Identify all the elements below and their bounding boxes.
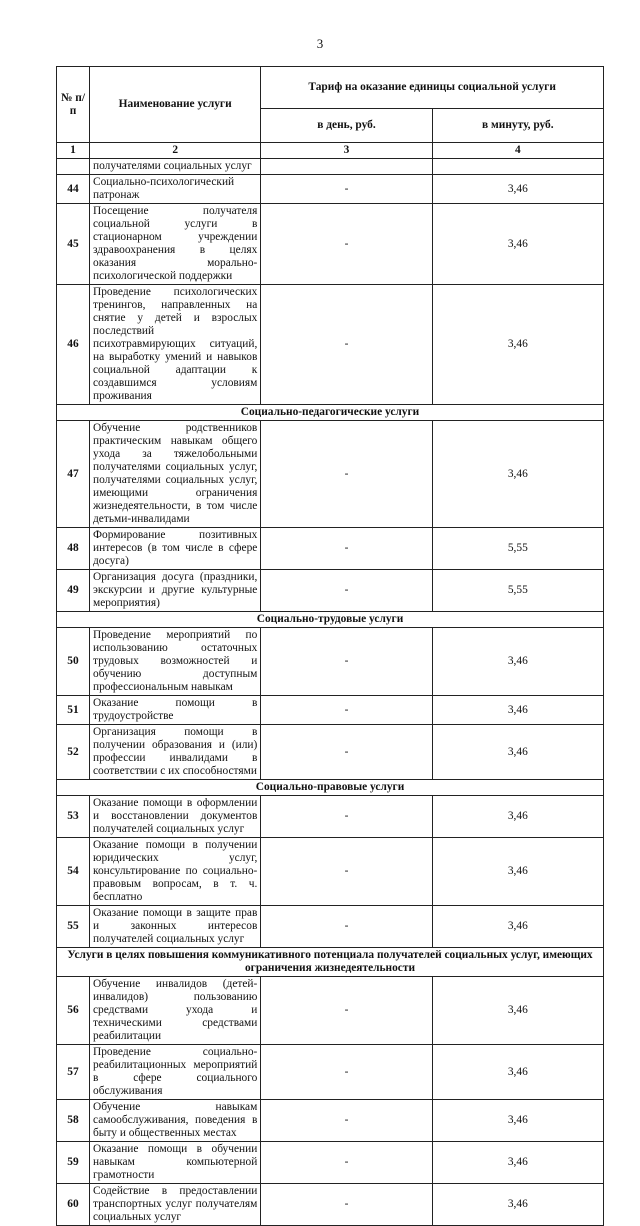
tariff-per-day: - — [261, 570, 432, 612]
column-number: 2 — [90, 143, 261, 159]
row-number: 45 — [57, 204, 90, 285]
row-number: 52 — [57, 725, 90, 780]
tariff-per-minute: 3,46 — [432, 977, 603, 1045]
row-number: 44 — [57, 175, 90, 204]
table-row — [57, 1045, 604, 1100]
table-row — [57, 906, 604, 948]
table-row — [57, 1142, 604, 1184]
tariff-per-day: - — [261, 1100, 432, 1142]
tariff-per-day: - — [261, 1184, 432, 1226]
row-number: 60 — [57, 1184, 90, 1226]
row-number: 51 — [57, 696, 90, 725]
column-number: 4 — [432, 143, 603, 159]
row-number: 46 — [57, 285, 90, 405]
service-name: Проведение психологических тренингов, направленных на снятие у детей и взрослых последствий психотравмирующих ситуаций, на выработку умений и навыков социальной адаптации к создавшимся условиям проживания — [90, 285, 261, 405]
table-row — [57, 159, 604, 175]
service-name: Проведение социально-реабилитационных мероприятий в сфере социального обслуживания — [90, 1045, 261, 1100]
table-row — [57, 528, 604, 570]
tariff-per-day: - — [261, 285, 432, 405]
row-number: 53 — [57, 796, 90, 838]
tariff-per-day: - — [261, 528, 432, 570]
table-row — [57, 796, 604, 838]
table-row — [57, 570, 604, 612]
table-row — [57, 977, 604, 1045]
row-number: 58 — [57, 1100, 90, 1142]
service-name: Обучение инвалидов (детей-инвалидов) пользованию средствами ухода и техническими средствами реабилитации — [90, 977, 261, 1045]
service-name: Посещение получателя социальной услуги в стационарном учреждении здравоохранения в целях оказания морально-психологической поддержки — [90, 204, 261, 285]
tariff-per-minute: 5,55 — [432, 528, 603, 570]
service-name: Социально-психологический патронаж — [90, 175, 261, 204]
section-heading: Услуги в целях повышения коммуникативного потенциала получателей социальных услуг, имеющих ограничения жизнедеятельности — [57, 948, 604, 977]
row-number: 48 — [57, 528, 90, 570]
row-number: 47 — [57, 421, 90, 528]
tariff-per-minute: 3,46 — [432, 1045, 603, 1100]
table-row — [57, 285, 604, 405]
service-name: Оказание помощи в получении юридических услуг, консультирование по социально-правовым вопросам, в т. ч. бесплатно — [90, 838, 261, 906]
service-name: Оказание помощи в защите прав и законных интересов получателей социальных услуг — [90, 906, 261, 948]
table-header-row — [57, 67, 604, 109]
row-number: 55 — [57, 906, 90, 948]
header-per-minute: в минуту, руб. — [432, 109, 603, 143]
service-name: Организация помощи в получении образования и (или) профессии инвалидами в соответствии с их способностями — [90, 725, 261, 780]
column-number: 3 — [261, 143, 432, 159]
tariff-per-day: - — [261, 204, 432, 285]
tariff-per-minute: 3,46 — [432, 204, 603, 285]
tariff-per-minute: 3,46 — [432, 696, 603, 725]
section-heading-row — [57, 612, 604, 628]
section-heading: Социально-правовые услуги — [57, 780, 604, 796]
header-service-name: Наименование услуги — [90, 67, 261, 143]
tariff-per-minute: 3,46 — [432, 1184, 603, 1226]
tariff-per-day: - — [261, 421, 432, 528]
section-heading: Социально-трудовые услуги — [57, 612, 604, 628]
table-row — [57, 421, 604, 528]
header-tariff: Тариф на оказание единицы социальной услуги — [261, 67, 604, 109]
table-row — [57, 725, 604, 780]
tariff-per-day: - — [261, 696, 432, 725]
section-heading-row — [57, 948, 604, 977]
tariff-per-day: - — [261, 1142, 432, 1184]
tariff-per-minute: 3,46 — [432, 175, 603, 204]
table-row — [57, 1100, 604, 1142]
service-name: Оказание помощи в оформлении и восстановлении документов получателей социальных услуг — [90, 796, 261, 838]
service-name: Организация досуга (праздники, экскурсии и другие культурные мероприятия) — [90, 570, 261, 612]
tariff-per-minute: 3,46 — [432, 1142, 603, 1184]
tariff-per-day: - — [261, 906, 432, 948]
service-name: Проведение мероприятий по использованию остаточных трудовых возможностей и обучению доступным профессиональным навыкам — [90, 628, 261, 696]
table-row — [57, 696, 604, 725]
tariff-per-minute: 3,46 — [432, 725, 603, 780]
tariff-per-minute: 3,46 — [432, 628, 603, 696]
row-number: 57 — [57, 1045, 90, 1100]
column-number: 1 — [57, 143, 90, 159]
row-number: 50 — [57, 628, 90, 696]
tariff-per-minute: 3,46 — [432, 906, 603, 948]
tariff-per-day: - — [261, 838, 432, 906]
column-number-row — [57, 143, 604, 159]
row-number — [57, 159, 90, 175]
tariff-per-minute: 3,46 — [432, 421, 603, 528]
service-name: Содействие в предоставлении транспортных услуг получателям социальных услуг — [90, 1184, 261, 1226]
tariff-table — [56, 66, 604, 1226]
service-name: Обучение родственников практическим навыкам общего ухода за тяжелобольными получателями социальных услуг, получателями социальных услуг, имеющими ограничения жизнедеятельности, в том числе детьми-инвалидами — [90, 421, 261, 528]
tariff-per-day: - — [261, 1045, 432, 1100]
tariff-per-day: - — [261, 175, 432, 204]
service-name: Обучение навыкам самообслуживания, поведения в быту и общественных местах — [90, 1100, 261, 1142]
tariff-per-minute: 3,46 — [432, 285, 603, 405]
tariff-per-minute: 3,46 — [432, 796, 603, 838]
tariff-per-day: - — [261, 725, 432, 780]
page-number: 3 — [316, 36, 324, 51]
tariff-per-minute: 3,46 — [432, 838, 603, 906]
service-name: Формирование позитивных интересов (в том числе в сфере досуга) — [90, 528, 261, 570]
table-row — [57, 838, 604, 906]
header-num: № п/п — [57, 67, 90, 143]
row-number: 56 — [57, 977, 90, 1045]
tariff-per-minute — [432, 159, 603, 175]
table-row — [57, 628, 604, 696]
table-row — [57, 204, 604, 285]
tariff-per-day: - — [261, 796, 432, 838]
service-name: Оказание помощи в трудоустройстве — [90, 696, 261, 725]
row-number: 54 — [57, 838, 90, 906]
section-heading: Социально-педагогические услуги — [57, 405, 604, 421]
section-heading-row — [57, 405, 604, 421]
table-row — [57, 1184, 604, 1226]
service-name: Оказание помощи в обучении навыкам компьютерной грамотности — [90, 1142, 261, 1184]
tariff-per-minute: 5,55 — [432, 570, 603, 612]
tariff-per-minute: 3,46 — [432, 1100, 603, 1142]
row-number: 49 — [57, 570, 90, 612]
table-row — [57, 175, 604, 204]
header-per-day: в день, руб. — [261, 109, 432, 143]
tariff-per-day: - — [261, 977, 432, 1045]
row-number: 59 — [57, 1142, 90, 1184]
tariff-per-day — [261, 159, 432, 175]
service-name: получателями социальных услуг — [90, 159, 261, 175]
tariff-per-day: - — [261, 628, 432, 696]
section-heading-row — [57, 780, 604, 796]
